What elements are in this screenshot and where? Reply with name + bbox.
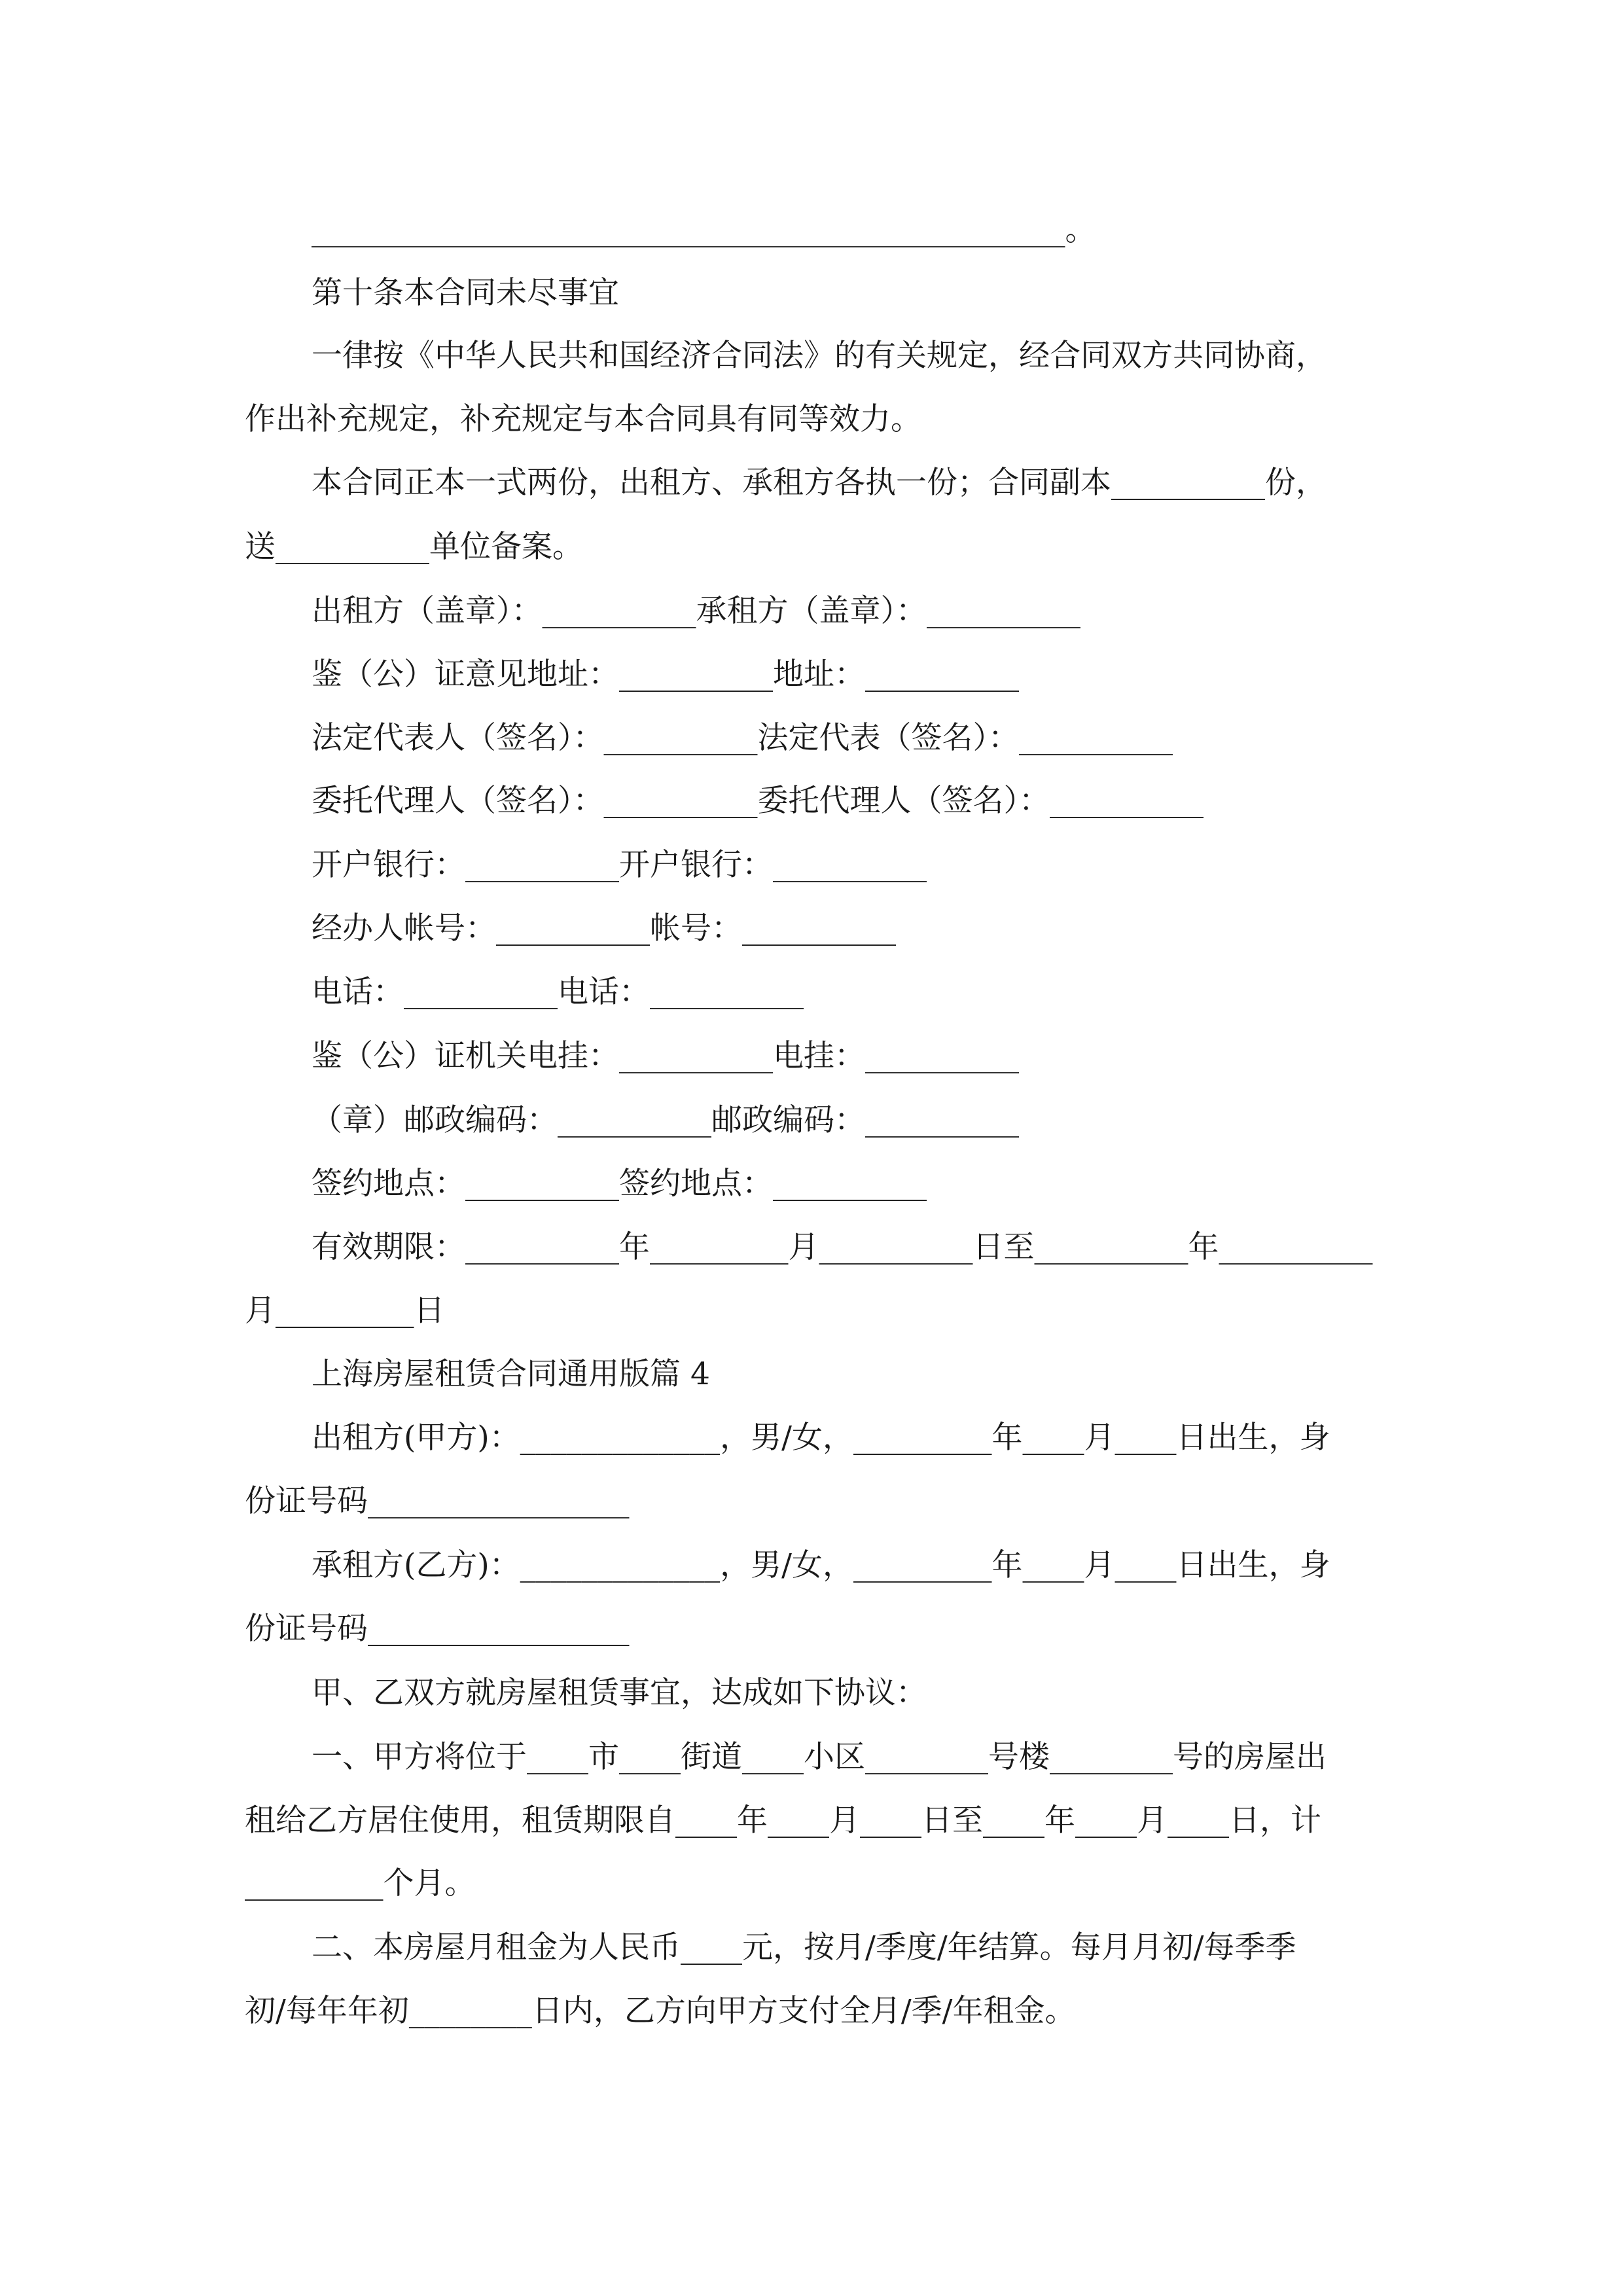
text-line: 月_________日	[245, 1293, 445, 1329]
text-line: _________个月。	[245, 1865, 476, 1901]
text-line: 出租方(甲方)：_____________，男/女，_________年____月____日出生，身	[312, 1420, 1330, 1456]
text-line: 鉴（公）证机关电挂：__________电挂：__________	[312, 1038, 1019, 1074]
text-line: 初/每年年初________日内，乙方向甲方支付全月/季/年租金。	[245, 1993, 1076, 2029]
text-line: 二、本房屋月租金为人民币____元，按月/季度/年结算。每月月初/每季季	[312, 1929, 1296, 1965]
text-line: 签约地点：__________签约地点：__________	[312, 1166, 927, 1202]
text-line: 开户银行：__________开户银行：__________	[312, 847, 927, 883]
text-line: 出租方（盖章）：__________承租方（盖章）：__________	[312, 593, 1080, 629]
text-line: （章）邮政编码：__________邮政编码：__________	[312, 1102, 1019, 1138]
text-line: 鉴（公）证意见地址：__________地址：__________	[312, 656, 1019, 692]
text-line: 一律按《中华人民共和国经济合同法》的有关规定，经合同双方共同协商，	[312, 338, 1327, 374]
section-heading: 上海房屋租赁合同通用版篇 4	[312, 1356, 710, 1392]
text-line: 租给乙方居住使用，租赁期限自____年____月____日至____年____月____日，计	[245, 1803, 1321, 1839]
text-line: 委托代理人（签名）：__________委托代理人（签名）：__________	[312, 783, 1204, 819]
text-line: 作出补充规定，补充规定与本合同具有同等效力。	[245, 401, 921, 437]
text-line: 份证号码_________________	[245, 1483, 630, 1519]
text-line: 甲、乙双方就房屋租赁事宜，达成如下协议：	[312, 1675, 927, 1711]
text-line: 电话：__________电话：__________	[312, 974, 804, 1010]
text-line: 经办人帐号：__________帐号：__________	[312, 910, 896, 946]
text-line: 本合同正本一式两份，出租方、承租方各执一份；合同副本__________份，	[312, 465, 1327, 501]
text-line: 份证号码_________________	[245, 1611, 630, 1647]
text-line: 法定代表人（签名）：__________法定代表（签名）：__________	[312, 720, 1173, 756]
text-line: 送__________单位备案。	[245, 529, 583, 565]
text-line: 第十条本合同未尽事宜	[312, 275, 619, 311]
text-line: 一、甲方将位于____市____街道____小区________号楼________号的房屋出	[312, 1739, 1327, 1775]
text-line: _________________________________________________。	[312, 212, 1096, 248]
text-line: 承租方(乙方)：_____________，男/女，_________年____月____日出生，身	[312, 1547, 1330, 1583]
text-line: 有效期限：__________年_________月__________日至__________年__________	[312, 1229, 1373, 1265]
